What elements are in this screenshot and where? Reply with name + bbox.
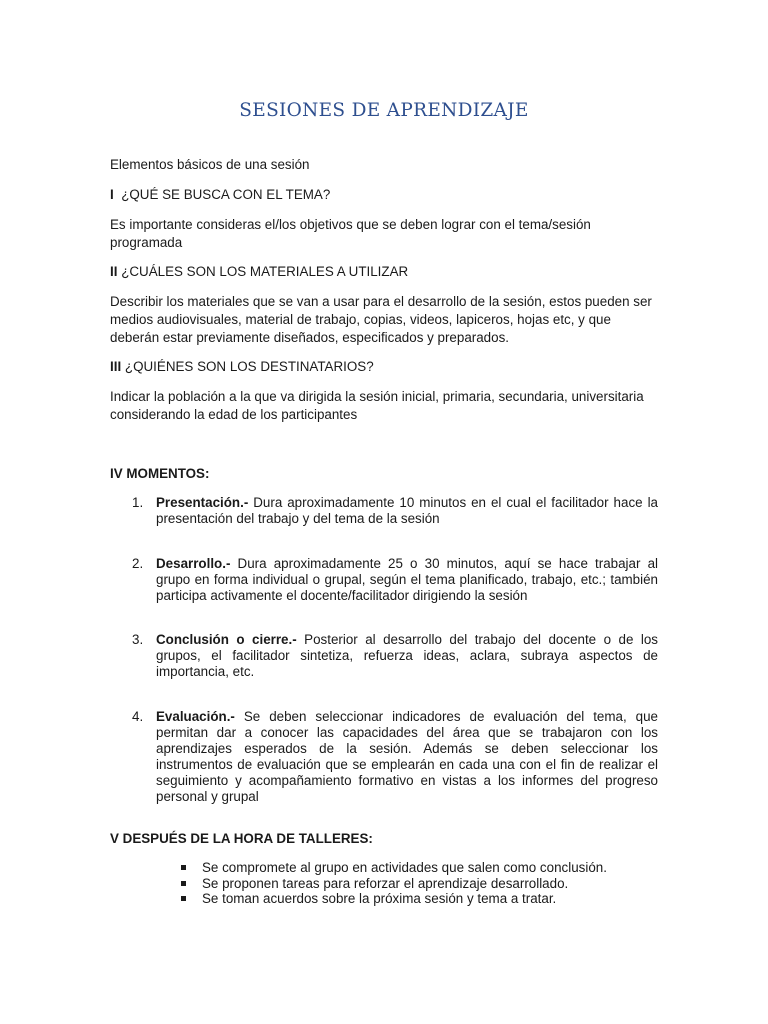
section-2-number: II [110, 264, 118, 279]
section-1-number: I [110, 187, 114, 202]
list-item-term: Presentación.- [156, 495, 249, 510]
list-item [180, 876, 658, 892]
list-item-term: Conclusión o cierre.- [156, 632, 297, 647]
bullet-square-icon [181, 865, 186, 870]
list-item-number: 3. [132, 632, 144, 647]
list-item-number: 2. [132, 556, 144, 571]
list-item-description: Posterior al desarrollo del trabajo del docente o de los grupos, el facilitador sintetiza, refuerza ideas, aclara, subraya aspectos de importancia, etc. [156, 632, 658, 679]
list-item [180, 891, 658, 907]
section-3-body: Indicar la población a la que va dirigida la sesión inicial, primaria, secundaria, universitaria considerando la edad de los participantes [110, 389, 644, 422]
list-item-term: Evaluación.- [156, 709, 235, 724]
section-3-heading [110, 358, 658, 376]
list-item-number: 1. [132, 495, 144, 510]
list-item [180, 860, 658, 876]
list-item-text: Se compromete al grupo en actividades que salen como conclusión. [202, 860, 607, 875]
list-item-term: Desarrollo.- [156, 556, 231, 571]
list-item-text: Se toman acuerdos sobre la próxima sesión y tema a tratar. [202, 891, 557, 906]
list-item-description: Dura aproximadamente 25 o 30 minutos, aquí se hace trabajar al grupo en forma individual o grupal, según el tema planificado, trabajo, etc.; también participa activamente el docente/facilitador dirigiendo la sesión [156, 556, 658, 603]
page-title: SESIONES DE APRENDIZAJE [239, 100, 529, 121]
section-1-heading [110, 186, 658, 204]
intro-text: Elementos básicos de una sesión [110, 157, 310, 172]
section-1-title: ¿QUÉ SE BUSCA CON EL TEMA? [121, 187, 331, 202]
section-4-heading: IV MOMENTOS: [110, 466, 210, 481]
list-item-text: Se proponen tareas para reforzar el aprendizaje desarrollado. [202, 875, 569, 891]
bullet-square-icon [181, 896, 186, 901]
list-item-text [156, 709, 658, 805]
list-item-description: Dura aproximadamente 10 minutos en el cual el facilitador hace la presentación del trabajo y del tema de la sesión [156, 495, 658, 526]
bullet-square-icon [181, 881, 186, 886]
list-item-text [156, 495, 658, 527]
section-3-title: ¿QUIÉNES SON LOS DESTINATARIOS? [124, 359, 374, 374]
section-5-heading: V DESPUÉS DE LA HORA DE TALLERES: [110, 831, 373, 846]
section-3-number: III [110, 359, 122, 374]
section-2-title: ¿CUÁLES SON LOS MATERIALES A UTILIZAR [121, 264, 409, 279]
list-item-text [156, 556, 658, 604]
section-1-body: Es importante consideras el/los objetivos que se deben lograr con el tema/sesión programada [110, 217, 591, 250]
section-2-body: Describir los materiales que se van a usar para el desarrollo de la sesión, estos pueden ser medios audiovisuales, material de trabajo, copias, videos, lapiceros, hojas etc, y que deberán estar previamente diseñados, especificados y preparados. [110, 294, 652, 345]
list-item-description: Se deben seleccionar indicadores de evaluación del tema, que permitan dar a conocer las capacidades del área que se trabajaron con los aprendizajes esperados de la sesión. Además se deben seleccionar los instrumentos de evaluación que se emplearán en cada una con el fin de realizar el seguimiento y acompañamiento formativo en vistas a los informes del progreso personal y grupal [156, 709, 658, 804]
list-item-number: 4. [132, 709, 144, 724]
list-item-text [156, 632, 658, 680]
section-2-heading [110, 263, 658, 281]
talleres-list [180, 860, 658, 907]
